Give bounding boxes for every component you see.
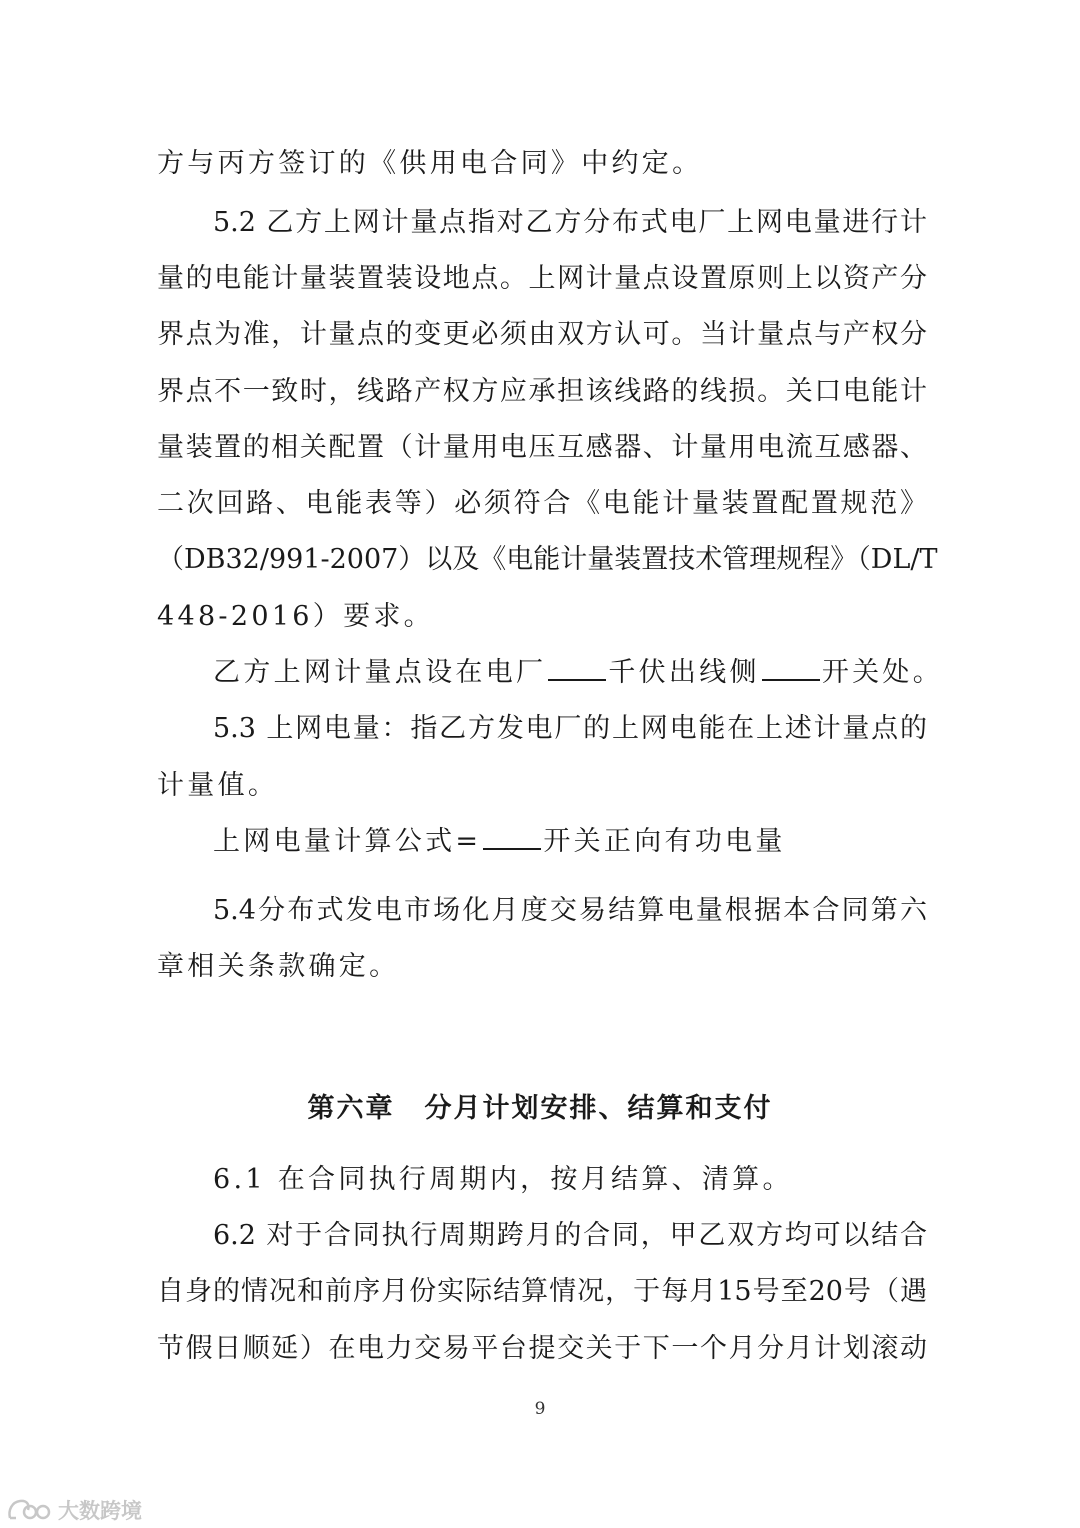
text-segment: 千伏出线侧 (608, 657, 760, 688)
paragraph-line-with-blanks (213, 653, 944, 693)
chapter-number: 第六章 (307, 1093, 395, 1124)
watermark (6, 1494, 142, 1526)
paragraph-line: 5.4分布式发电市场化月度交易结算电量根据本合同第六 (213, 895, 927, 926)
paragraph-line: 计量值。 (157, 770, 279, 801)
paragraph-line: 章相关条款确定。 (157, 951, 400, 982)
text-segment: 开关处。 (821, 657, 944, 688)
paragraph-line: 节假日顺延）在电力交易平台提交关于下一个月分月计划滚动 (157, 1333, 927, 1364)
paragraph-line: 界点不一致时，线路产权方应承担该线路的线损。关口电能计 (157, 376, 927, 407)
paragraph-line: 自身的情况和前序月份实际结算情况，于每月15号至20号（遇 (157, 1276, 927, 1307)
fill-in-blank (548, 653, 606, 681)
paragraph-line: 界点为准，计量点的变更必须由双方认可。当计量点与产权分 (157, 319, 927, 350)
paragraph-line: 6.2 对于合同执行周期跨月的合同，甲乙双方均可以结合 (213, 1220, 927, 1251)
paragraph-line: 方与丙方签订的《供用电合同》中约定。 (157, 148, 703, 179)
paragraph-line: 量装置的相关配置（计量用电压互感器、计量用电流互感器、 (157, 432, 927, 463)
watermark-logo-icon (6, 1496, 52, 1524)
chapter-heading (0, 1089, 1080, 1129)
paragraph-line: 量的电能计量装置装设地点。上网计量点设置原则上以资产分 (157, 263, 927, 294)
paragraph-line: 5.2 乙方上网计量点指对乙方分布式电厂上网电量进行计 (213, 207, 927, 238)
fill-in-blank (483, 822, 541, 850)
paragraph-line: 5.3 上网电量：指乙方发电厂的上网电能在上述计量点的 (213, 713, 927, 744)
text-segment: 乙方上网计量点设在电厂 (213, 657, 547, 688)
paragraph-line: 448-2016）要求。 (157, 601, 434, 632)
paragraph-line: 6.1 在合同执行周期内，按月结算、清算。 (213, 1164, 793, 1195)
paragraph-line: （DB32/991-2007）以及《电能计量装置技术管理规程》（DL/T (157, 544, 938, 575)
paragraph-line-with-blanks (213, 822, 927, 862)
text-segment: 上网电量计算公式= (213, 826, 482, 857)
fill-in-blank (762, 653, 820, 681)
chapter-title: 分月计划安排、结算和支付 (424, 1093, 773, 1124)
watermark-text: 大数跨境 (58, 1499, 142, 1523)
text-segment: 开关正向有功电量 (543, 826, 786, 857)
paragraph-line: 二次回路、电能表等）必须符合《电能计量装置配置规范》 (157, 488, 927, 519)
page-number: 9 (534, 1399, 546, 1419)
